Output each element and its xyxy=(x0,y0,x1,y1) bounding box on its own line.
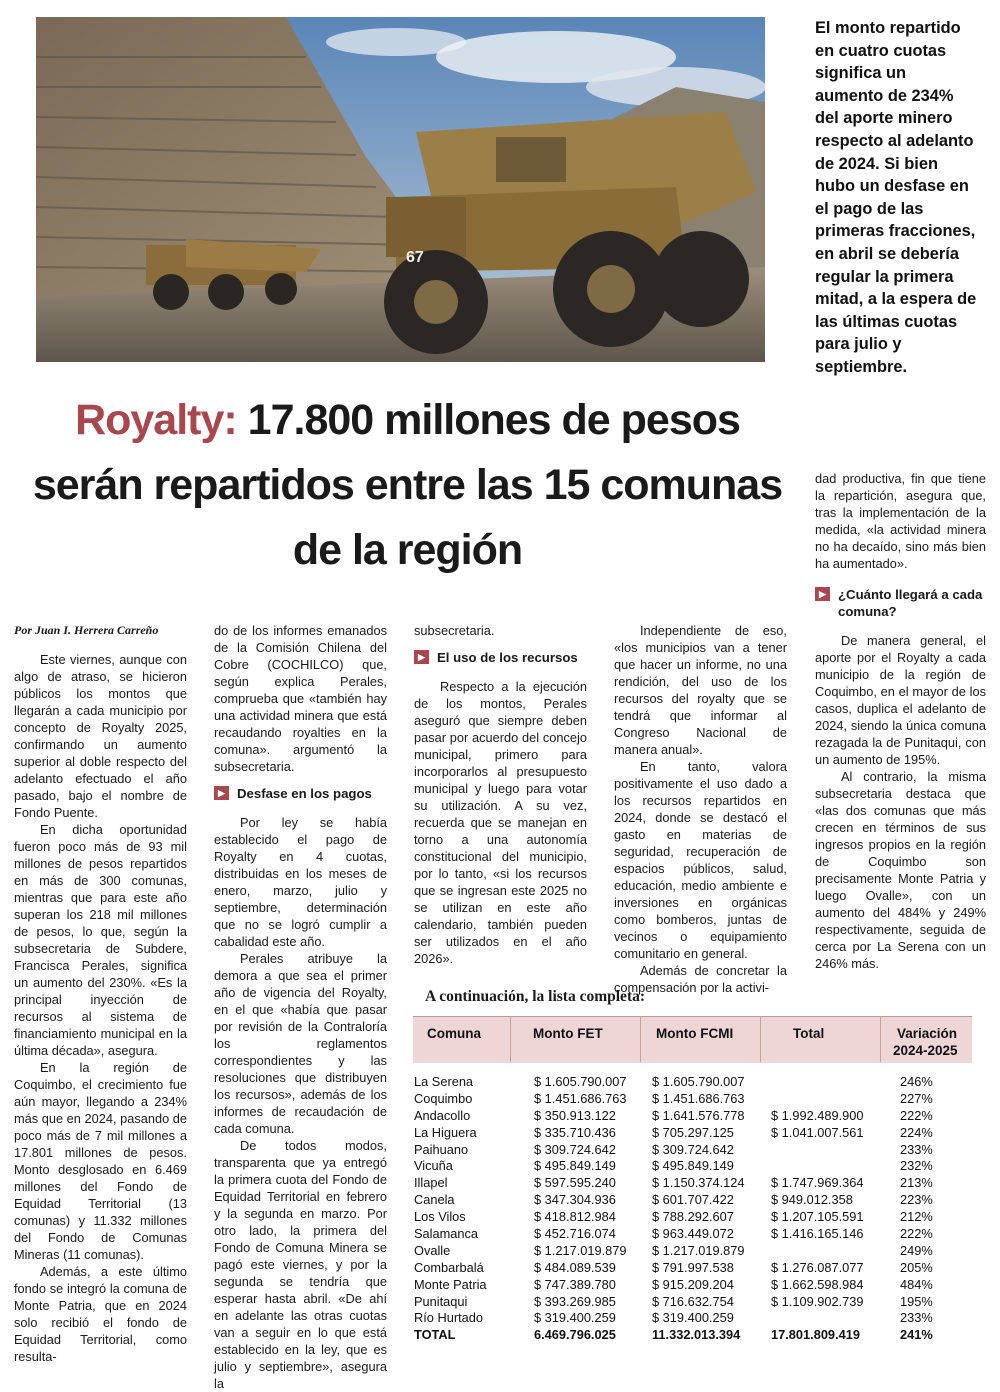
table-row xyxy=(413,1091,972,1108)
cell-var: 232% xyxy=(900,1158,933,1174)
cell-fcmi: $ 1.641.576.778 xyxy=(652,1107,745,1123)
table-row xyxy=(413,1074,972,1091)
cell-fcmi: $ 788.292.607 xyxy=(652,1209,734,1225)
cell-total: $ 1.416.165.146 xyxy=(771,1226,864,1242)
table-row xyxy=(413,1158,972,1175)
cell-var: 224% xyxy=(900,1124,933,1140)
cell-total: $ 1.747.969.364 xyxy=(771,1175,864,1191)
table-row xyxy=(413,1108,972,1125)
cell-comuna: Andacollo xyxy=(414,1107,471,1123)
cell-var: 195% xyxy=(900,1293,933,1309)
cell-fet: 6.469.796.025 xyxy=(534,1327,616,1343)
cell-fet: $ 347.304.936 xyxy=(534,1192,616,1208)
paragraph: En tanto, valora positivamente el uso dado a los recursos repartidos en 2024, donde se destacó el gasto en materias de seguridad, recuperación de espacios públicos, salud, educación, medio ambiente e inversiones en orgánicas como bomberos, juntas de vecinos o equipamiento comunitario en general. xyxy=(614,759,787,961)
table-row xyxy=(413,1226,972,1243)
cell-fcmi: $ 915.209.204 xyxy=(652,1276,734,1292)
cell-var: 227% xyxy=(900,1090,933,1106)
paragraph: Respecto a la ejecución de los montos, Perales aseguró que siempre deben pasar por acuerdo del concejo municipal, primero para incorporarlos al presupuesto municipal y luego para votar su utilización. A su vez, recuerda que se manejan en torno a una autonomía constitucional del municipio, por lo tanto, «si los recursos que se ingresan este 2025 no se utilizan en este año calendario, también pueden ser utilizados en el año 2026». xyxy=(414,679,587,966)
cell-total: $ 1.662.598.984 xyxy=(771,1276,864,1292)
cell-total: $ 1.041.007.561 xyxy=(771,1124,864,1140)
cell-fcmi: $ 1.150.374.124 xyxy=(652,1175,745,1191)
cell-comuna: Salamanca xyxy=(414,1226,479,1242)
cell-var: 246% xyxy=(900,1074,933,1089)
cell-fcmi: $ 791.997.538 xyxy=(652,1259,734,1275)
cell-fet: $ 1.451.686.763 xyxy=(534,1090,627,1106)
cell-fcmi: $ 601.707.422 xyxy=(652,1192,734,1208)
byline: Por Juan I. Herrera Carreño xyxy=(14,623,159,637)
cell-fcmi: $ 1.605.790.007 xyxy=(652,1074,745,1089)
paragraph: De manera general, el aporte por el Royalty a cada municipio de la región de Coquimbo, en el mayor de los casos, duplica el adelanto de 2024, siendo la única comuna rezagada la de Punitaqui, con un aumento de 195%. xyxy=(815,633,986,767)
paragraph: Perales atribuye la demora a que sea el primer año de vigencia del Royalty, en el que «había que pasar por revisión de la Contraloría los reglamentos correspondientes y las resoluciones que distribuyen los recursos», además de los informes de recaudación de cada comuna. xyxy=(214,951,387,1136)
cell-comuna: La Higuera xyxy=(414,1124,477,1140)
paragraph: Independiente de eso, «los municipios van a tener que hacer un informe, no una rendición, del uso de los recursos del royalty que se tendrá que informar al Congreso Nacional de manera anual». xyxy=(614,623,787,757)
cell-fet: $ 1.217.019.879 xyxy=(534,1242,627,1258)
svg-text:67: 67 xyxy=(406,249,424,266)
table-row xyxy=(413,1310,972,1327)
table-total-row xyxy=(413,1327,972,1344)
paragraph: En dicha oportunidad fueron poco más de 93 mil millones de pesos repartidos en más de 300 comunas, mientras que para este año superan los 218 mil millones de pesos, lo que, según la subsecretaria de Subdere, Francisca Perales, significa un aumento del 230%. «Es la principal inyección de recursos al sistema de financiamiento municipal en la última década», asegura. xyxy=(14,822,187,1058)
cell-fet: $ 418.812.984 xyxy=(534,1209,616,1225)
cell-total: $ 1.276.087.077 xyxy=(771,1259,864,1275)
cell-total: 17.801.809.419 xyxy=(771,1327,860,1343)
triangle-icon: ▶ xyxy=(815,587,830,601)
cell-total: $ 1.207.105.591 xyxy=(771,1209,864,1225)
divider xyxy=(880,1016,881,1062)
paragraph: do de los informes emanados de la Comisión Chilena del Cobre (COCHILCO) que, según explica Perales, comprueba que «también hay una actividad minera que está recaudando royalties en la comuna». argumentó la subsecretaria. xyxy=(214,623,387,774)
divider xyxy=(510,1016,511,1062)
cell-fcmi: $ 1.217.019.879 xyxy=(652,1242,745,1258)
divider xyxy=(640,1016,641,1062)
cell-var: 222% xyxy=(900,1226,933,1242)
table-body xyxy=(413,1074,972,1344)
subhead-desfase: ▶ Desfase en los pagos xyxy=(214,785,387,802)
cell-comuna: Monte Patria xyxy=(414,1276,487,1292)
mining-trucks-photo xyxy=(36,17,765,362)
cell-var: 241% xyxy=(900,1327,933,1343)
cell-comuna: TOTAL xyxy=(414,1327,456,1343)
cell-var: 249% xyxy=(900,1242,933,1258)
header-total: Total xyxy=(793,1026,825,1041)
header-periodo: 2024-2025 xyxy=(893,1043,958,1058)
cell-fcmi: $ 716.632.754 xyxy=(652,1293,734,1309)
paragraph: dad productiva, fin que tiene la repartición, asegura que, tras la implementación de la medida, «la actividad minera no ha decaído, sino más bien ha aumentado». xyxy=(815,471,986,571)
cell-fcmi: $ 705.297.125 xyxy=(652,1124,734,1140)
cell-fet: $ 452.716.074 xyxy=(534,1226,616,1242)
cell-var: 233% xyxy=(900,1310,933,1326)
paragraph: Al contrario, la misma subsecretaria destaca que «las dos comunas que más crecen en términos de sus ingresos propios en la región de Coquimbo son precisamente Monte Patria y luego Ovalle», con un aumento del 484% y 249% respectivamente, seguida de cerca por La Serena con un 246% más. xyxy=(815,769,986,971)
headline-rest: 17.800 millones de pesos serán repartidos entre las 15 comunas de la región xyxy=(32,396,783,574)
subhead-uso: ▶ El uso de los recursos xyxy=(414,649,587,666)
paragraph: De todos modos, transparenta que ya entregó la primera cuota del Fondo de Equidad Territorial en febrero y la segunda en marzo. Por otro lado, la primera del Fondo de Comuna Minera se pagó este viernes, y por la segunda se tendría que esperar hasta abril. «De ahí en adelante las otras cuotas van a seguir en lo que está establecido en la ley, que es julio y septiembre», asegura la xyxy=(214,1138,387,1391)
cell-comuna: Río Hurtado xyxy=(414,1310,483,1326)
header-variacion: Variación xyxy=(897,1026,958,1041)
cell-comuna: Illapel xyxy=(414,1175,448,1191)
table-row xyxy=(413,1260,972,1277)
paragraph: Por ley se había establecido el pago de Royalty en 4 cuotas, distribuidas en los meses de enero, marzo, julio y septiembre, determinación que no se logró cumplir a cabalidad este año. xyxy=(214,815,387,949)
cell-comuna: Paihuano xyxy=(414,1141,469,1157)
column-3 xyxy=(414,622,587,967)
cell-comuna: La Serena xyxy=(414,1074,474,1089)
paragraph: Este viernes, aunque con algo de atraso, se hicieron públicos los montos que llegarán a cada municipio por concepto de Royalty 2025, confirmando un aumento superior al doble respecto del adelanto efectuado el año pasado, bajo el nombre de Fondo Puente. xyxy=(14,652,187,820)
cell-comuna: Combarbalá xyxy=(414,1259,484,1275)
paragraph: subsecretaria. xyxy=(414,623,495,638)
paragraph: Además de concretar la compensación por la activi- xyxy=(614,963,787,995)
headline-keyword: Royalty: xyxy=(75,396,237,444)
cell-comuna: Vicuña xyxy=(414,1158,453,1174)
table-row xyxy=(413,1294,972,1311)
cell-var: 222% xyxy=(900,1107,933,1123)
subhead-cuanto: ▶ ¿Cuánto llegará a cada comuna? xyxy=(815,586,986,620)
cell-fet: $ 597.595.240 xyxy=(534,1175,616,1191)
headline xyxy=(30,388,785,583)
column-1 xyxy=(14,622,187,1365)
cell-var: 484% xyxy=(900,1276,933,1292)
cell-fcmi: 11.332.013.394 xyxy=(652,1327,741,1343)
cell-fet: $ 350.913.122 xyxy=(534,1107,616,1123)
table-row xyxy=(413,1175,972,1192)
cell-fet: $ 495.849.149 xyxy=(534,1158,616,1174)
divider xyxy=(760,1016,761,1062)
cell-var: 212% xyxy=(900,1209,933,1225)
cell-total: $ 1.992.489.900 xyxy=(771,1107,864,1123)
cell-fcmi: $ 309.724.642 xyxy=(652,1141,734,1157)
header-comuna: Comuna xyxy=(427,1026,481,1041)
column-4 xyxy=(614,622,787,996)
column-5 xyxy=(815,470,986,972)
table-row xyxy=(413,1243,972,1260)
cell-fet: $ 1.605.790.007 xyxy=(534,1074,627,1089)
table-row xyxy=(413,1209,972,1226)
table-header xyxy=(413,1016,972,1063)
cell-comuna: Coquimbo xyxy=(414,1090,473,1106)
cell-fcmi: $ 963.449.072 xyxy=(652,1226,734,1242)
cell-fet: $ 393.269.985 xyxy=(534,1293,616,1309)
cell-comuna: Punitaqui xyxy=(414,1293,468,1309)
cell-var: 233% xyxy=(900,1141,933,1157)
cell-var: 223% xyxy=(900,1192,933,1208)
table-title: A continuación, la lista completa: xyxy=(425,988,646,1005)
paragraph: En la región de Coquimbo, el crecimiento fue aún mayor, llegando a 234% más que en 2024, pasando de poco más de 7 mil millones a 17.801 millones de pesos. Monto desglosado en 6.469 millones del Fondo de Equidad Territorial (13 comunas) y 11.332 millones del Fondo de Comunas Mineras (11 comunas). xyxy=(14,1060,187,1262)
cell-comuna: Los Vilos xyxy=(414,1209,466,1225)
cell-fet: $ 309.724.642 xyxy=(534,1141,616,1157)
cell-fet: $ 747.389.780 xyxy=(534,1276,616,1292)
header-fcmi: Monto FCMI xyxy=(656,1026,734,1041)
column-2 xyxy=(214,622,387,1392)
cell-fet: $ 319.400.259 xyxy=(534,1310,616,1326)
table-row xyxy=(413,1277,972,1294)
cell-fet: $ 484.089.539 xyxy=(534,1259,616,1275)
triangle-icon: ▶ xyxy=(414,650,429,664)
cell-fet: $ 335.710.436 xyxy=(534,1124,616,1140)
cell-comuna: Ovalle xyxy=(414,1242,451,1258)
cell-comuna: Canela xyxy=(414,1192,455,1208)
lead-summary: El monto repartido en cuatro cuotas significa un aumento de 234% del aporte minero respecto al adelanto de 2024. Si bien hubo un desfase en el pago de las primeras fracciones, en abril se debería regular la primera mitad, a la espera de las últimas cuotas para julio y septiembre. xyxy=(815,19,977,376)
large-truck xyxy=(384,112,756,354)
paragraph: Además, a este último fondo se integró la comuna de Monte Patria, que en 2024 solo recibió el fondo de Equidad Territorial, como resulta- xyxy=(14,1264,187,1364)
cell-fcmi: $ 319.400.259 xyxy=(652,1310,734,1326)
triangle-icon: ▶ xyxy=(214,786,229,800)
cell-fcmi: $ 495.849.149 xyxy=(652,1158,734,1174)
header-fet: Monto FET xyxy=(533,1026,603,1041)
table-row xyxy=(413,1125,972,1142)
table-row xyxy=(413,1142,972,1159)
cell-total: $ 1.109.902.739 xyxy=(771,1293,864,1309)
cell-var: 205% xyxy=(900,1259,933,1275)
cell-var: 213% xyxy=(900,1175,933,1191)
cell-total: $ 949.012.358 xyxy=(771,1192,853,1208)
table-row xyxy=(413,1192,972,1209)
cell-fcmi: $ 1.451.686.763 xyxy=(652,1090,745,1106)
